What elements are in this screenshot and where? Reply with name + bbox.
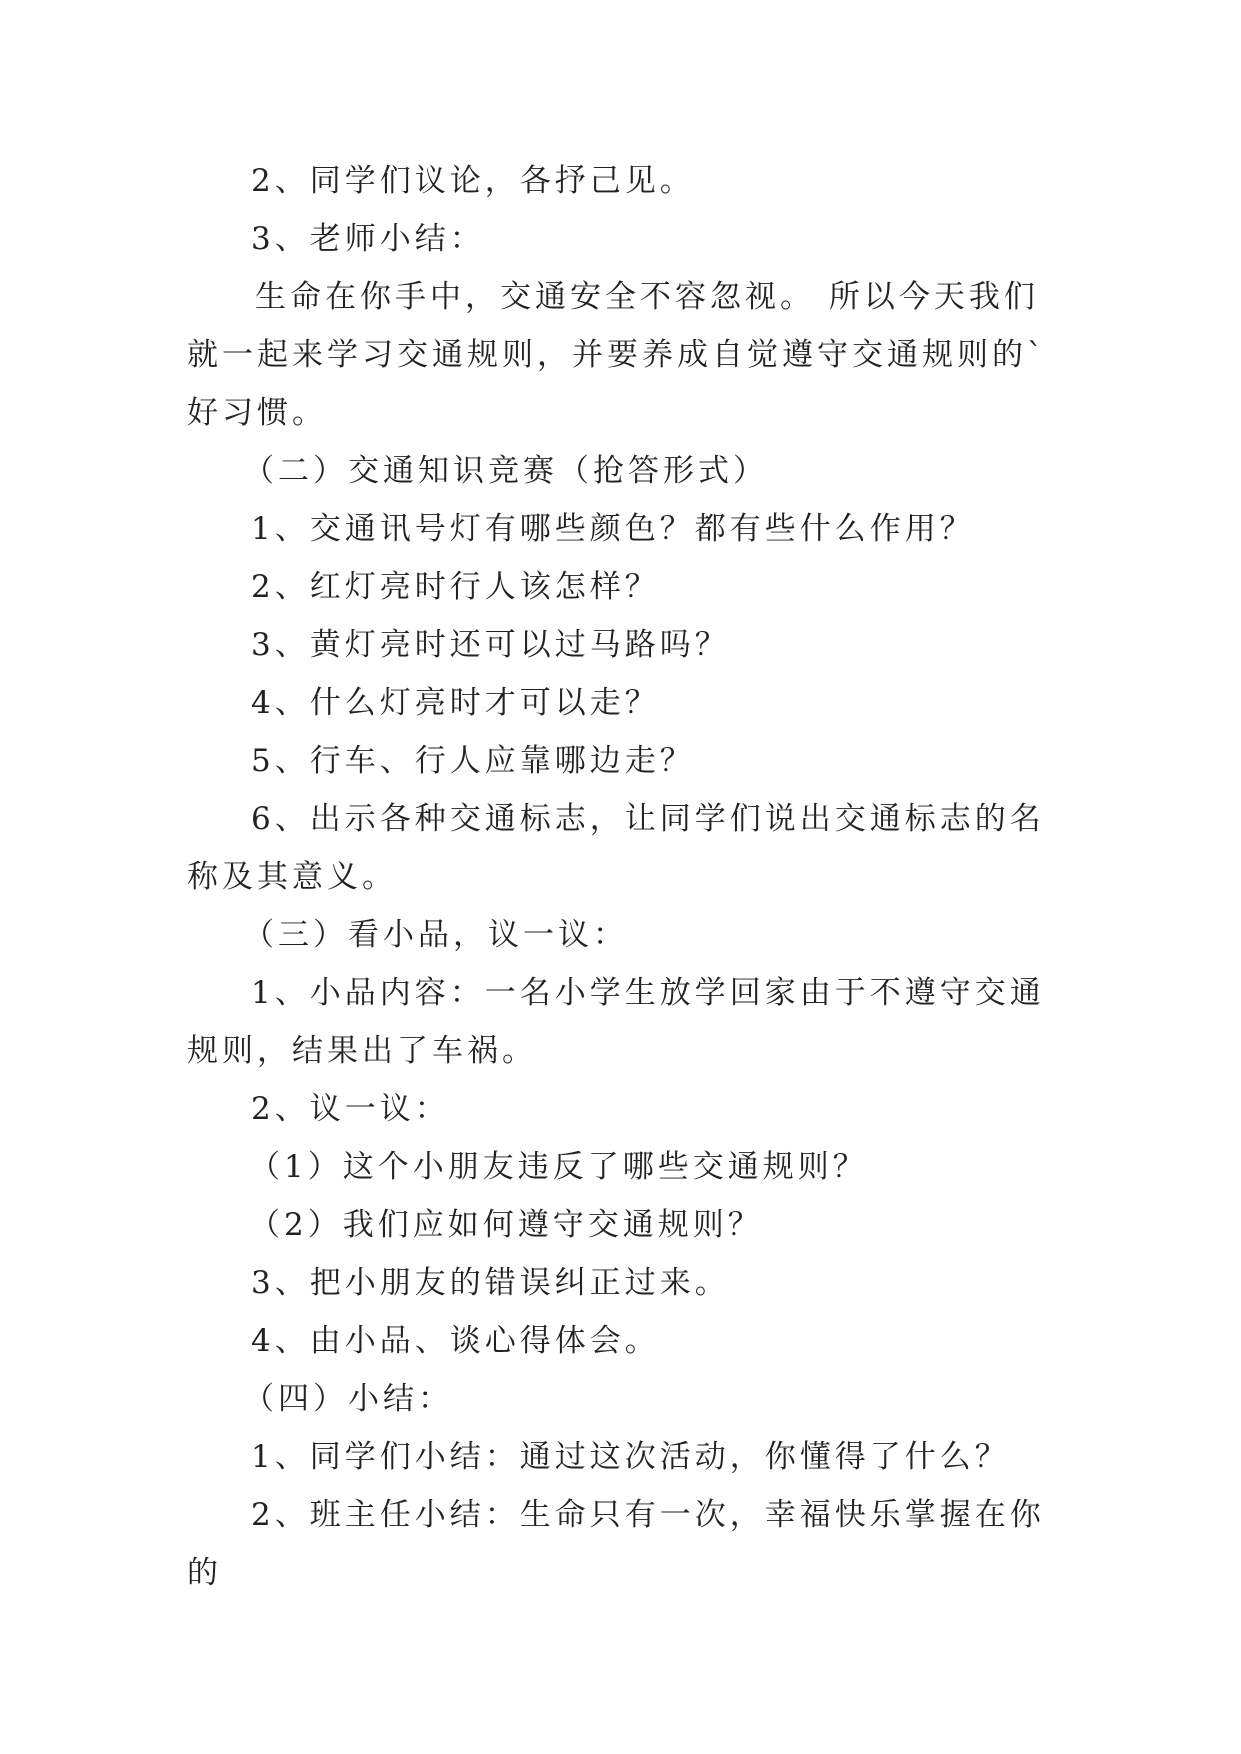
document-body xyxy=(187,152,1057,1602)
skit-discussion-item-2: （2）我们应如何遵守交通规则？ xyxy=(249,1207,763,1243)
skit-discussion-heading: 2、议一议： xyxy=(251,1091,450,1127)
quiz-question-4: 4、什么灯亮时才可以走？ xyxy=(251,685,660,721)
paragraph-life-in-your-hands: 生命在你手中，交通安全不容忽视。 所以今天我们就一起来学习交通规则，并要养成自觉遵守交通规则的`好习惯。 xyxy=(187,279,1047,431)
section-heading-summary: （四）小结： xyxy=(243,1381,453,1417)
summary-students: 1、同学们小结：通过这次活动，你懂得了什么？ xyxy=(251,1439,1010,1475)
quiz-question-2: 2、红灯亮时行人该怎样？ xyxy=(251,569,660,605)
skit-discussion-item-1: （1）这个小朋友违反了哪些交通规则？ xyxy=(249,1149,868,1185)
paragraph-teacher-summary-heading: 3、老师小结： xyxy=(251,221,485,257)
skit-content: 1、小品内容：一名小学生放学回家由于不遵守交通规则，结果出了车祸。 xyxy=(187,975,1045,1069)
quiz-question-5: 5、行车、行人应靠哪边走？ xyxy=(251,743,695,779)
paragraph-discussion: 2、同学们议论，各抒己见。 xyxy=(251,163,695,199)
section-heading-skit: （三）看小品，议一议： xyxy=(243,917,628,953)
quiz-question-3: 3、黄灯亮时还可以过马路吗？ xyxy=(251,627,730,663)
summary-teacher: 2、班主任小结：生命只有一次，幸福快乐掌握在你的 xyxy=(187,1497,1045,1591)
skit-correction: 3、把小朋友的错误纠正过来。 xyxy=(251,1265,730,1301)
quiz-question-6: 6、出示各种交通标志，让同学们说出交通标志的名称及其意义。 xyxy=(187,801,1045,895)
quiz-question-1: 1、交通讯号灯有哪些颜色？都有些什么作用？ xyxy=(251,511,975,547)
skit-reflection: 4、由小品、谈心得体会。 xyxy=(251,1323,660,1359)
section-heading-traffic-quiz: （二）交通知识竞赛（抢答形式） xyxy=(243,453,768,489)
